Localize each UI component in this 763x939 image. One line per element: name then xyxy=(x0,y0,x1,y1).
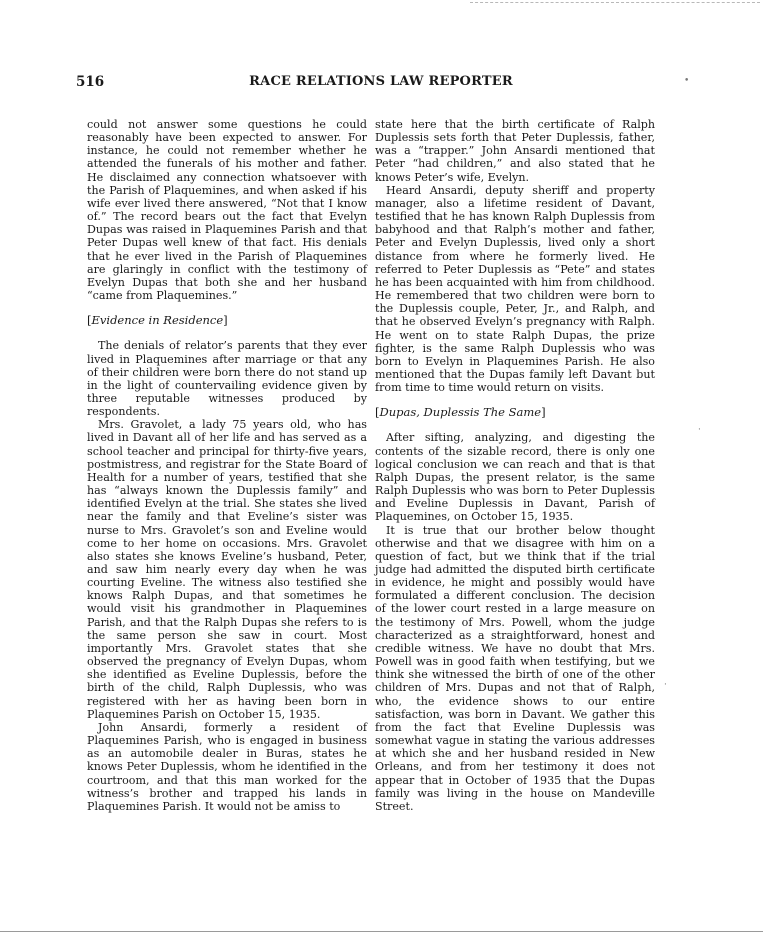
paragraph: The denials of relator’s parents that they ever lived in Plaquemines after marriage or that any of their children were born there do not stand up in the light of countervailing evidence given by three reputable witnesses produced by respondents. xyxy=(87,339,367,419)
section-heading xyxy=(375,406,655,419)
scan-speck: · xyxy=(664,680,667,690)
paragraph: could not answer some questions he could reasonably have been expected to answer. For instance, he could not remember whether he attended the funerals of his mother and father. He disclaimed any connection whatsoever with the Parish of Plaquemines, and when asked if his wife ever lived there answered, “Not that I know of.” The record bears out the fact that Evelyn Dupas was raised in Plaquemines Parish and that Peter Dupas well knew of that fact. His denials that he ever lived in the Parish of Plaquemines are glaringly in conflict with the testimony of Evelyn Dupas that both she and her husband “came from Plaquemines.” xyxy=(87,118,367,303)
page-header xyxy=(76,74,686,92)
page-number: 516 xyxy=(76,74,105,90)
scan-speck: • xyxy=(684,76,690,86)
scan-speck: · xyxy=(698,425,701,435)
running-head: RACE RELATIONS LAW REPORTER xyxy=(249,74,513,89)
paragraph: Mrs. Gravolet, a lady 75 years old, who has lived in Davant all of her life and has served as a school teacher and principal for thirty-five years, postmistress, and registrar for the State Board of Health for a number of years, testified that she has “always known the Duplessis family” and identified Evelyn at the trial. She states she lived near the family and that Eveline’s sister was nurse to Mrs. Gravolet’s son and Eveline would come to her home on occasions. Mrs. Gravolet also states she knows Eveline’s husband, Peter, and saw him nearly every day when he was courting Eveline. The witness also testified she knows Ralph Dupas, and that sometimes he would visit his grandmother in Plaquemines Parish, and that the Ralph Dupas she refers to is the same person she saw in court. Most importantly Mrs. Gravolet states that she observed the pregnancy of Evelyn Dupas, whom she identified as Eveline Duplessis, before the birth of the child, Ralph Duplessis, who was registered with her as having been born in Plaquemines Parish on October 15, 1935. xyxy=(87,418,367,721)
top-edge-dashes xyxy=(470,2,760,3)
left-column xyxy=(87,118,367,813)
heading-bracket: [ xyxy=(375,405,380,420)
paragraph: state here that the birth certificate of Ralph Duplessis sets forth that Peter Duplessis, father, was a “trapper.” John Ansardi mentioned that Peter “had children,” and also stated that he knows Peter’s wife, Evelyn. xyxy=(375,118,655,184)
bottom-edge-rule xyxy=(0,931,763,932)
heading-bracket: ] xyxy=(223,313,228,328)
heading-bracket: [ xyxy=(87,313,92,328)
right-column xyxy=(375,118,655,813)
heading-bracket: ] xyxy=(541,405,546,420)
section-heading-text: Dupas, Duplessis The Same xyxy=(379,405,542,420)
paragraph: It is true that our brother below thought otherwise and that we disagree with him on a question of fact, but we think that if the trial judge had admitted the disputed birth certificate in evidence, he might and possibly would have formulated a different conclusion. The decision of the lower court rested in a large measure on the testimony of Mrs. Powell, whom the judge characterized as a straightforward, honest and credible witness. We have no doubt that Mrs. Powell was in good faith when testifying, but we think she witnessed the birth of one of the other children of Mrs. Dupas and not that of Ralph, who, the evidence shows to our entire satisfaction, was born in Davant. We gather this from the fact that Eveline Duplessis was somewhat vague in stating the various addresses at which she and her husband resided in New Orleans, and from her testimony it does not appear that in October of 1935 that the Dupas family was living in the house on Mandeville Street. xyxy=(375,523,655,813)
paragraph: After sifting, analyzing, and digesting the contents of the sizable record, there is only one logical conclusion we can reach and that is that Ralph Dupas, the present relator, is the same Ralph Duplessis who was born to Peter Duplessis and Eveline Duplessis in Davant, Parish of Plaquemines, on October 15, 1935. xyxy=(375,431,655,524)
section-heading xyxy=(87,314,367,327)
paragraph: John Ansardi, formerly a resident of Plaquemines Parish, who is engaged in business as an automobile dealer in Buras, states he knows Peter Duplessis, whom he identified in the courtroom, and that this man worked for the witness’s brother and trapped his lands in Plaquemines Parish. It would not be amiss to xyxy=(87,720,367,813)
paragraph: Heard Ansardi, deputy sheriff and property manager, also a lifetime resident of Davant, testified that he has known Ralph Duplessis from babyhood and that Ralph’s mother and father, Peter and Evelyn Duplessis, lived only a short distance from where he formerly lived. He referred to Peter Duplessis as “Pete” and states he has been acquainted with him from childhood. He remembered that two children were born to the Duplessis couple, Peter, Jr., and Ralph, and that he observed Evelyn’s pregnancy with Ralph. He went on to state Ralph Dupas, the prize fighter, is the same Ralph Duplessis who was born to Evelyn in Plaquemines Parish. He also mentioned that the Dupas family left Davant but from time to time would return on visits. xyxy=(375,183,655,395)
section-heading-text: Evidence in Residence xyxy=(91,313,224,328)
